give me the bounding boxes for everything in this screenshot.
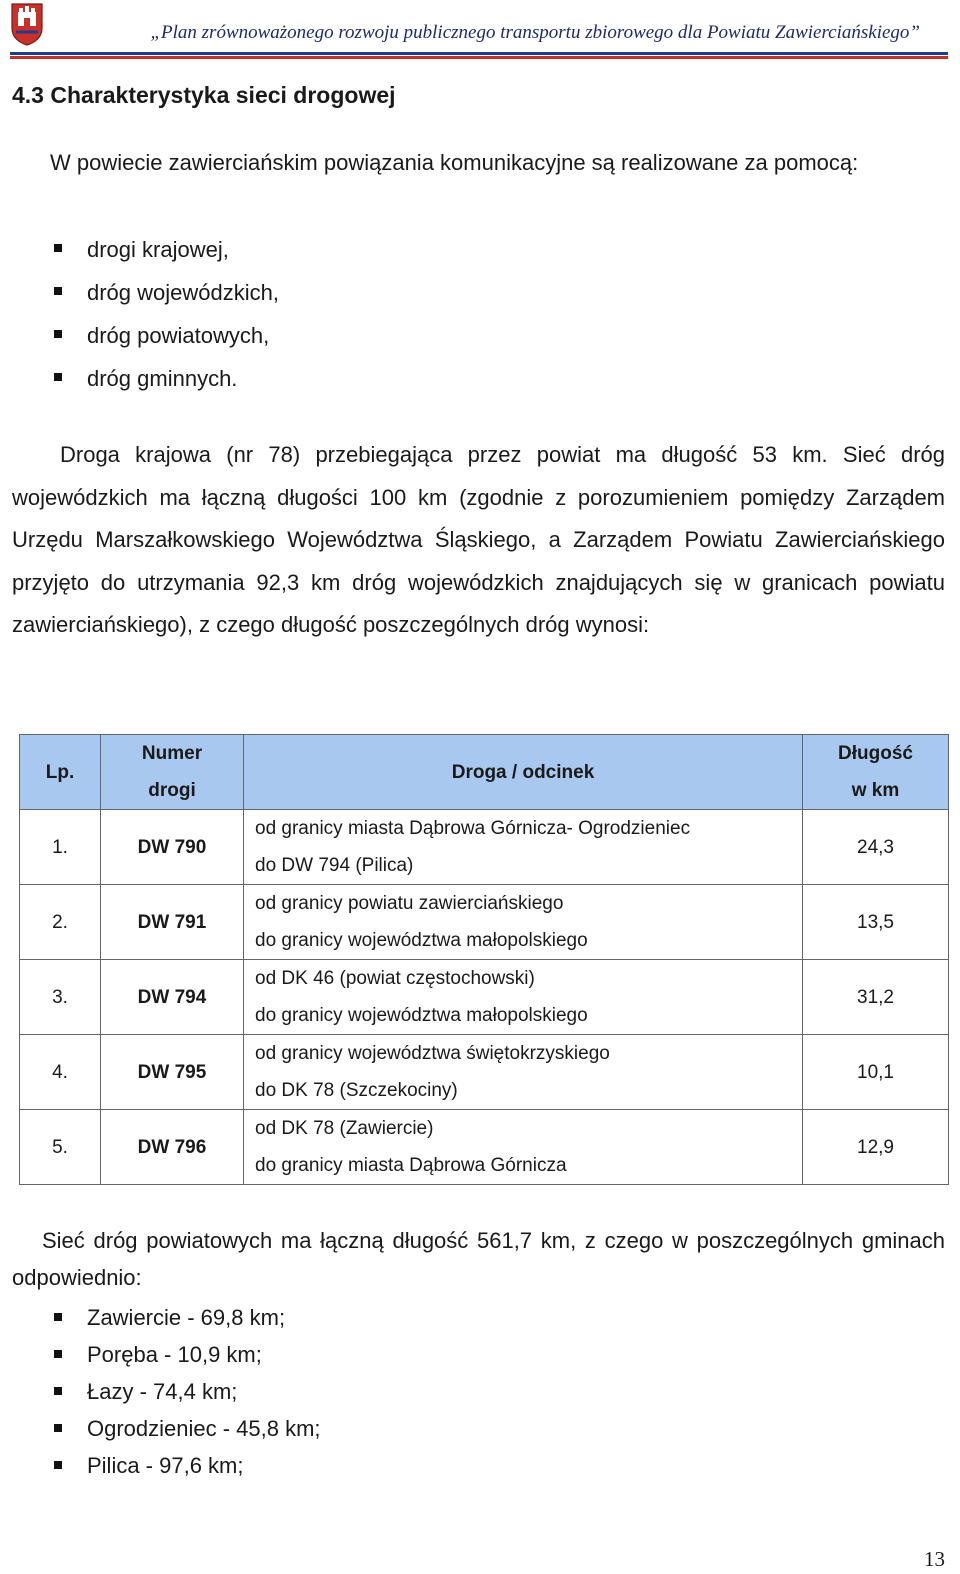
table-header-row <box>20 735 949 810</box>
list-item: drogi krajowej, <box>50 228 279 271</box>
cell-length: 13,5 <box>803 885 949 960</box>
list-item: Pilica - 97,6 km; <box>50 1447 321 1484</box>
intro-paragraph: W powiecie zawierciańskim powiązania komunikacyjne są realizowane za pomocą: <box>50 150 859 175</box>
list-item: Łazy - 74,4 km; <box>50 1373 321 1410</box>
cell-lp: 1. <box>20 810 101 885</box>
list-item: dróg powiatowych, <box>50 314 279 357</box>
road-types-list <box>50 228 279 400</box>
cell-road: DW 791 <box>101 885 244 960</box>
header-length: Długość w km <box>803 735 949 810</box>
cell-section: od granicy miasta Dąbrowa Górnicza- Ogrodzieniec do DW 794 (Pilica) <box>244 810 803 885</box>
section-heading: 4.3 Charakterystyka sieci drogowej <box>12 82 396 108</box>
document-title: „Plan zrównoważonego rozwoju publicznego transportu zbiorowego dla Powiatu Zawierciańskiego” <box>150 22 920 43</box>
page-number: 13 <box>924 1547 945 1571</box>
list-item: Ogrodzieniec - 45,8 km; <box>50 1410 321 1447</box>
bullet-icon <box>54 1313 62 1321</box>
bullet-icon <box>54 244 62 252</box>
cell-length: 10,1 <box>803 1035 949 1110</box>
header-road-section: Droga / odcinek <box>244 735 803 810</box>
cell-lp: 2. <box>20 885 101 960</box>
cell-length: 24,3 <box>803 810 949 885</box>
header-lp: Lp. <box>20 735 101 810</box>
cell-length: 31,2 <box>803 960 949 1035</box>
bullet-icon <box>54 373 62 381</box>
cell-road: DW 795 <box>101 1035 244 1110</box>
bullet-icon <box>54 1424 62 1432</box>
table-row <box>20 810 949 885</box>
page-header <box>0 0 960 60</box>
table-row <box>20 1110 949 1185</box>
bullet-icon <box>54 1387 62 1395</box>
cell-road: DW 794 <box>101 960 244 1035</box>
table-row <box>20 960 949 1035</box>
table-row <box>20 1035 949 1110</box>
list-item: dróg gminnych. <box>50 357 279 400</box>
voivodeship-roads-paragraph: Droga krajowa (nr 78) przebiegająca przez powiat ma długość 53 km. Sieć dróg wojewódzkich ma łączną długości 100 km (zgodnie z porozumieniem pomiędzy Zarządem Urzędu Marszałkowskiego Województwa Śląskiego, a Zarządem Powiatu Zawierciańskiego przyjęto do utrzymania 92,3 km dróg wojewódzkich znajdujących się w granicach powiatu zawierciańskiego), z czego długość poszczególnych dróg wynosi: <box>12 442 945 637</box>
list-item: Zawiercie - 69,8 km; <box>50 1299 321 1336</box>
header-rule-blue <box>10 52 948 55</box>
cell-section: od granicy powiatu zawierciańskiego do granicy województwa małopolskiego <box>244 885 803 960</box>
county-roads-paragraph: Sieć dróg powiatowych ma łączną długość 561,7 km, z czego w poszczególnych gminach odpowiednio: <box>12 1228 945 1290</box>
voivodeship-roads-table <box>19 734 949 1185</box>
cell-section: od granicy województwa świętokrzyskiego do DK 78 (Szczekociny) <box>244 1035 803 1110</box>
bullet-icon <box>54 287 62 295</box>
list-item: dróg wojewódzkich, <box>50 271 279 314</box>
cell-road: DW 790 <box>101 810 244 885</box>
cell-section: od DK 46 (powiat częstochowski) do granicy województwa małopolskiego <box>244 960 803 1035</box>
header-road-number: Numer drogi <box>101 735 244 810</box>
header-rule-red <box>10 56 948 59</box>
bullet-icon <box>54 1461 62 1469</box>
municipality-lengths-list <box>50 1299 321 1484</box>
list-item: Poręba - 10,9 km; <box>50 1336 321 1373</box>
bullet-icon <box>54 330 62 338</box>
cell-length: 12,9 <box>803 1110 949 1185</box>
cell-lp: 3. <box>20 960 101 1035</box>
bullet-icon <box>54 1350 62 1358</box>
cell-section: od DK 78 (Zawiercie) do granicy miasta Dąbrowa Górnicza <box>244 1110 803 1185</box>
cell-lp: 5. <box>20 1110 101 1185</box>
cell-lp: 4. <box>20 1035 101 1110</box>
table-row <box>20 885 949 960</box>
cell-road: DW 796 <box>101 1110 244 1185</box>
coat-of-arms-icon <box>10 2 44 46</box>
